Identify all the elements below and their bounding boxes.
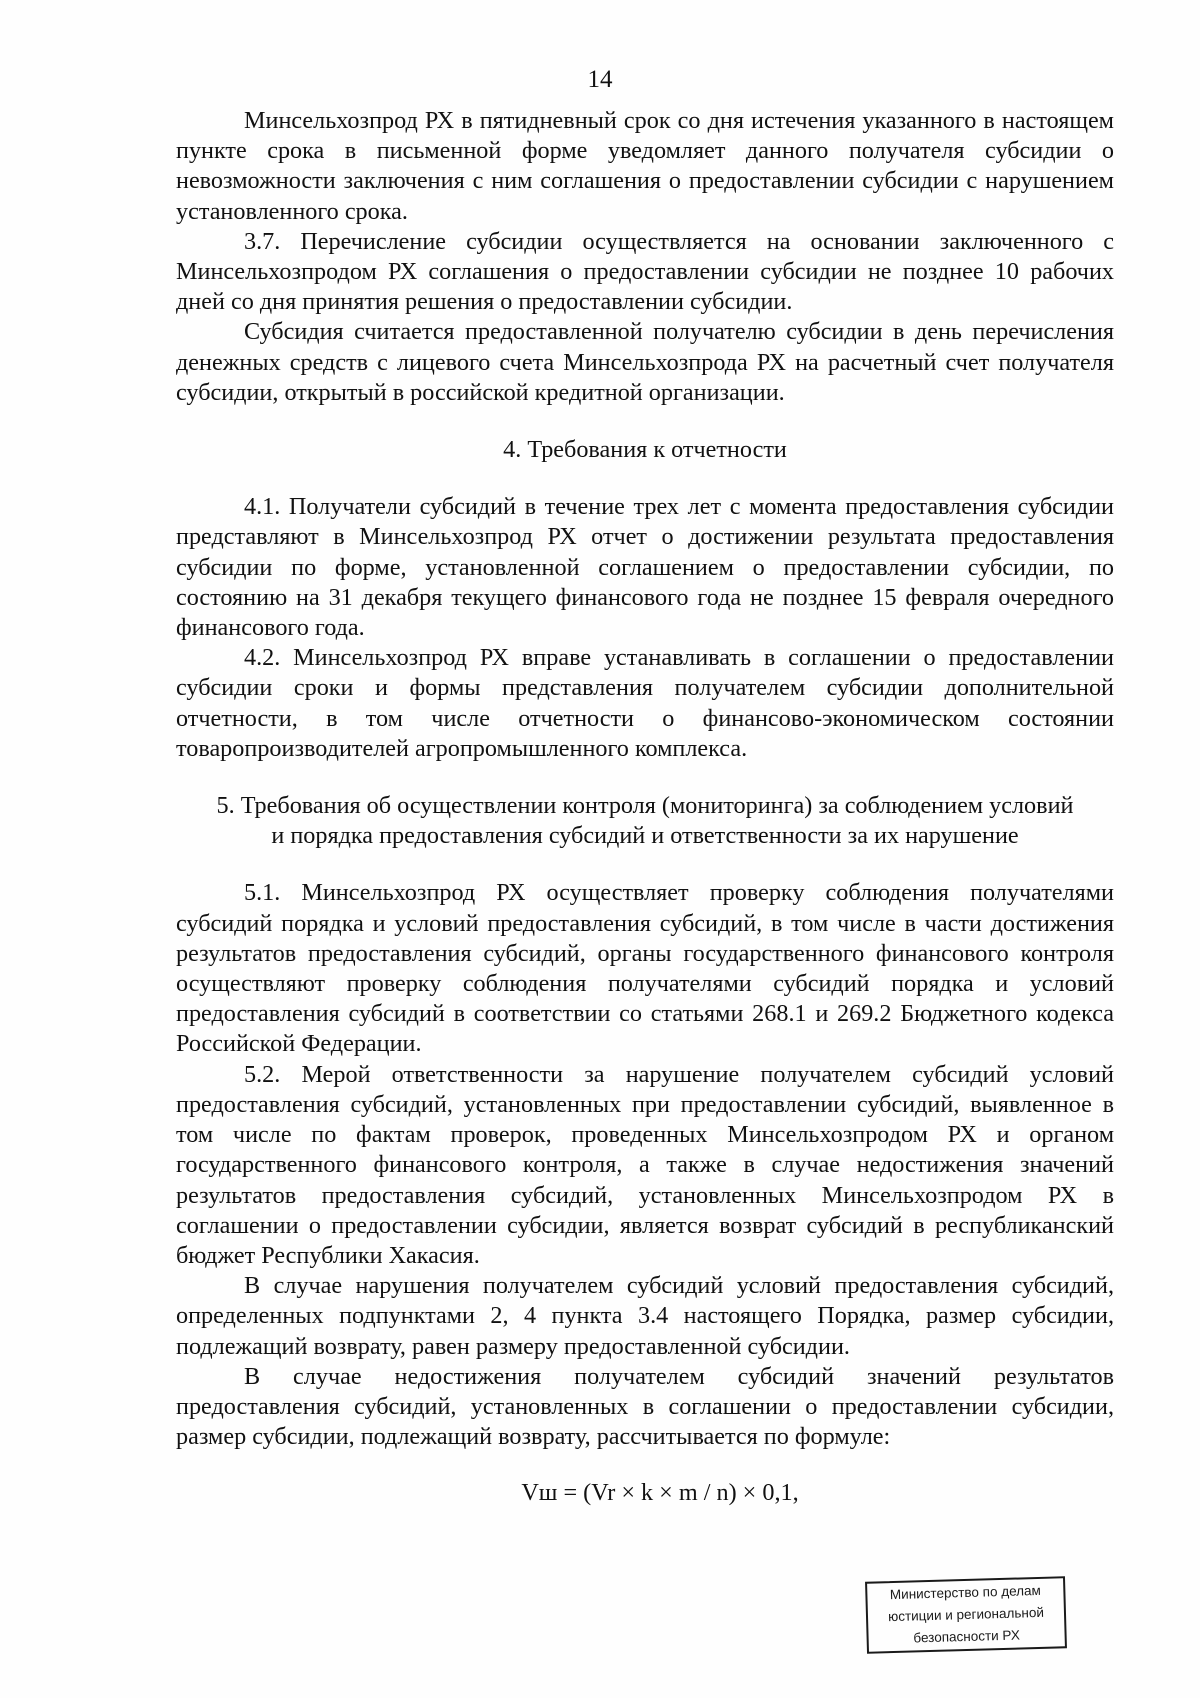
paragraph-5-2: 5.2. Мерой ответственности за нарушение получателем субсидий условий предоставления субсидий, установленных при предоставлении субсидий, выявленное в том числе по фактам проверок, проведенных Минсельхозпродом РХ и органом государственного финансового контроля, а также в случае недостижения значений результатов предоставления субсидий, установленных Минсельхозпродом РХ в соглашении о предоставлении субсидии, является возврат субсидий в республиканский бюджет Республики Хакасия. bbox=[176, 1060, 1114, 1269]
stamp-line1: Министерство по делам bbox=[889, 1582, 1042, 1603]
paragraph-4-1: 4.1. Получатели субсидий в течение трех лет с момента предоставления субсидии представляют в Минсельхозпрод РХ отчет о достижении результата предоставления субсидии по форме, установленной соглашением о предоставлении субсидии, по состоянию на 31 декабря текущего финансового года не позднее 15 февраля очередного финансового года. bbox=[176, 493, 1114, 642]
formula: Vш = (Vr × k × m / n) × 0,1, bbox=[521, 1479, 799, 1507]
document-body bbox=[176, 106, 1114, 1509]
paragraph-3-7: 3.7. Перечисление субсидии осуществляется на основании заключенного с Минсельхозпродом РХ соглашения о предоставлении субсидии не позднее 10 рабочих дней со дня принятия решения о предоставлении субсидии. bbox=[176, 227, 1114, 316]
ministry-stamp bbox=[865, 1576, 1067, 1654]
section-4-heading: 4. Требования к отчетности bbox=[503, 436, 787, 464]
paragraph-subsidy-provided: Субсидия считается предоставленной получателю субсидии в день перечисления денежных средств с лицевого счета Минсельхозпрода РХ на расчетный счет получателя субсидии, открытый в российской кредитной организации. bbox=[176, 318, 1114, 406]
paragraph-violation: В случае нарушения получателем субсидий условий предоставления субсидий, определенных подпунктами 2, 4 пункта 3.4 настоящего Порядка, размер субсидии, подлежащий возврату, равен размеру предоставленной субсидии. bbox=[176, 1272, 1114, 1360]
page-number: 14 bbox=[587, 66, 613, 93]
paragraph-4-2: 4.2. Минсельхозпрод РХ вправе устанавливать в соглашении о предоставлении субсидии сроки и формы представления получателем субсидии дополнительной отчетности, в том числе отчетности о финансово-экономическом состоянии товаропроизводителей агропромышленного комплекса. bbox=[176, 644, 1114, 762]
paragraph-non-achievement: В случае недостижения получателем субсидий значений результатов предоставления субсидий, установленных в соглашении о предоставлении субсидии, размер субсидии, подлежащий возврату, рассчитывается по формуле: bbox=[176, 1362, 1114, 1451]
paragraph-notice: Минсельхозпрод РХ в пятидневный срок со дня истечения указанного в настоящем пункте срока в письменной форме уведомляет данного получателя субсидии о невозможности заключения с ним соглашения о предоставлении субсидии с нарушением установленного срока. bbox=[176, 107, 1114, 225]
stamp-line3: безопасности РХ bbox=[913, 1627, 1021, 1646]
stamp-line2: юстиции и региональной bbox=[887, 1604, 1045, 1625]
section-5-heading bbox=[176, 791, 1114, 851]
section-5-heading-line1: 5. Требования об осуществлении контроля (мониторинга) за соблюдением условий bbox=[216, 792, 1074, 820]
paragraph-5-1: 5.1. Минсельхозпрод РХ осуществляет проверку соблюдения получателями субсидий порядка и условий предоставления субсидий, в том числе в части достижения результатов предоставления субсидий, органы государственного финансового контроля осуществляют проверку соблюдения получателями субсидий порядка и условий предоставления субсидий в соответствии со статьями 268.1 и 269.2 Бюджетного кодекса Российской Федерации. bbox=[176, 879, 1114, 1058]
section-5-heading-line2: и порядка предоставления субсидий и ответственности за их нарушение bbox=[271, 822, 1019, 850]
